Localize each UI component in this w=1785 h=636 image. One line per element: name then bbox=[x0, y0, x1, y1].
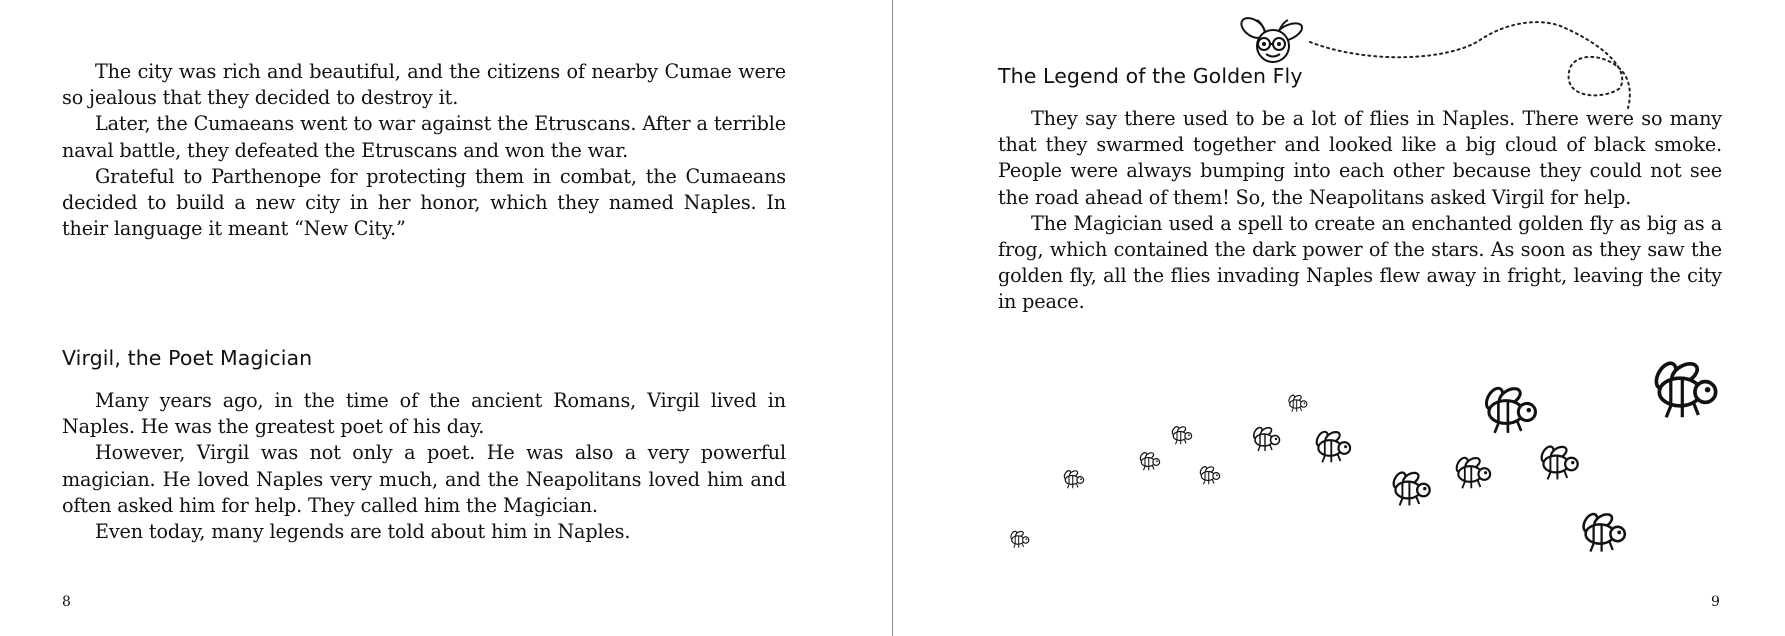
fly-icon bbox=[1391, 470, 1430, 505]
fly-icon bbox=[1483, 385, 1535, 433]
fly-icon bbox=[1063, 469, 1084, 488]
page-number: 9 bbox=[1711, 594, 1720, 610]
fly-icon bbox=[1252, 426, 1280, 451]
fly-icon bbox=[1539, 444, 1578, 479]
paragraph: The city was rich and beautiful, and the citizens of nearby Cumae were so jealous that they decided to destroy it. bbox=[62, 60, 786, 110]
paragraph: Grateful to Parthenope for protecting them in combat, the Cumaeans decided to build a new city in her honor, which they named Naples. In their language it meant “New City.” bbox=[62, 164, 786, 241]
fly-icon bbox=[1199, 465, 1220, 484]
paragraph: Later, the Cumaeans went to war against the Etruscans. After a terrible naval battle, they defeated the Etruscans and won the war. bbox=[62, 112, 786, 162]
paragraph: The Magician used a spell to create an enchanted golden fly as big as a frog, which contained the dark power of the stars. As soon as they saw the golden fly, all the flies invading Naples flew away in fright, leaving the city in peace. bbox=[998, 211, 1722, 314]
section-title: The Legend of the Golden Fly bbox=[998, 64, 1303, 88]
fly-icon bbox=[1581, 512, 1625, 552]
fly-icon bbox=[1288, 394, 1307, 412]
fly-icon bbox=[1010, 530, 1029, 548]
fly-icon bbox=[1314, 430, 1350, 463]
fly-icon bbox=[1652, 360, 1715, 418]
paragraph: They say there used to be a lot of flies in Naples. There were so many that they swarmed together and looked like a big cloud of black smoke. People were always bumping into each other because they could not see the road ahead of them! So, the Neapolitans asked Virgil for help. bbox=[998, 107, 1722, 209]
fly-icon bbox=[1454, 456, 1490, 489]
paragraph: However, Virgil was not only a poet. He was also a very powerful magician. He loved Naples very much, and the Neapolitans loved him and often asked him for help. They called him the Magician. bbox=[62, 441, 786, 517]
fly-icon bbox=[1139, 451, 1160, 470]
page-number: 8 bbox=[62, 594, 71, 610]
fly-icon bbox=[1171, 425, 1192, 444]
section-title: Virgil, the Poet Magician bbox=[62, 346, 313, 370]
paragraph: Even today, many legends are told about him in Naples. bbox=[95, 520, 631, 544]
paragraph: Many years ago, in the time of the ancient Romans, Virgil lived in Naples. He was the greatest poet of his day. bbox=[62, 389, 786, 439]
